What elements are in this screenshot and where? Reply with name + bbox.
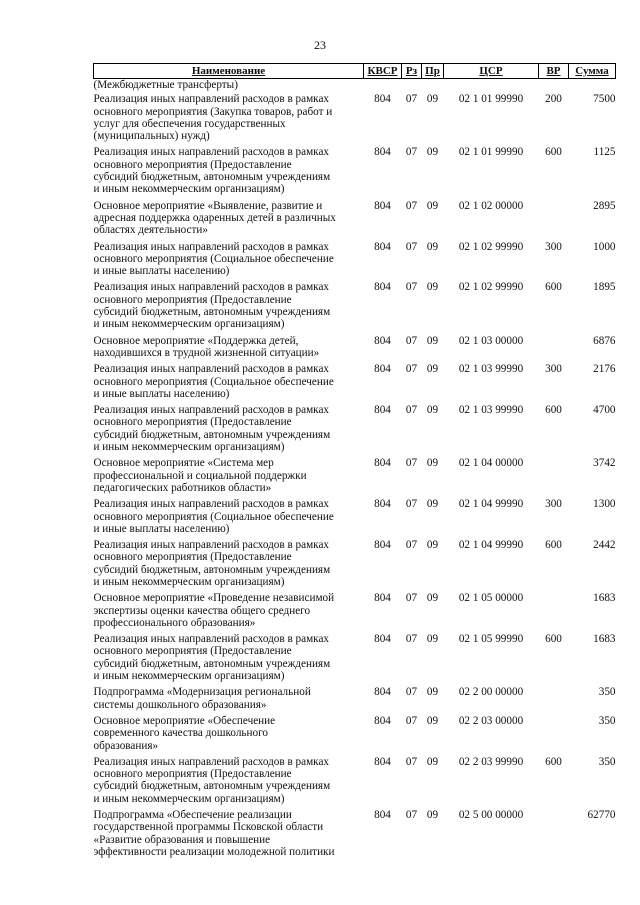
cell-kvsr: 804 [374,457,391,470]
table-row [94,631,616,684]
cell-csr: 02 2 03 00000 [458,714,524,727]
cell-rz: 07 [405,146,418,159]
header-name: Наименование [94,64,364,79]
cell-sum: 1895 [593,281,616,294]
budget-table [93,63,616,860]
table-row [94,144,616,197]
table-row [94,361,616,402]
carryover-row [94,79,616,92]
cell-vr: 600 [545,404,562,417]
cell-csr: 02 1 05 00000 [458,592,524,605]
cell-csr: 02 1 02 99990 [458,281,524,294]
table-row [94,402,616,455]
cell-kvsr: 804 [374,146,391,159]
cell-pr: 09 [426,592,439,605]
cell-vr: 600 [545,281,562,294]
cell-csr: 02 1 02 00000 [458,199,524,212]
cell-vr [539,333,569,362]
cell-sum: 1000 [593,240,616,253]
carryover-text: (Межбюджетные трансферты) [93,79,238,91]
cell-name: Реализация иных направлений расходов в рамках основного мероприятия (Социальное обеспечение и иные выплаты населению) [93,240,334,278]
cell-rz: 07 [405,686,418,699]
cell-name: Реализация иных направлений расходов в рамках основного мероприятия (Закупка товаров, работ и услуг для обеспечения государственных (муниципальных) нужд) [93,93,333,143]
cell-sum: 62770 [587,809,616,822]
table-row [94,496,616,537]
table-header-row [94,64,616,79]
cell-rz: 07 [405,592,418,605]
cell-rz: 07 [405,457,418,470]
table-row [94,807,616,860]
cell-kvsr: 804 [374,592,391,605]
cell-kvsr: 804 [374,240,391,253]
cell-pr: 09 [426,363,439,376]
cell-pr: 09 [426,93,439,106]
cell-name: Основное мероприятие «Поддержка детей, находившихся в трудной жизненной ситуации» [93,334,320,359]
cell-kvsr: 804 [374,199,391,212]
cell-pr: 09 [426,686,439,699]
cell-csr: 02 2 03 99990 [458,755,524,768]
cell-vr: 300 [545,363,562,376]
table-row [94,537,616,590]
cell-csr: 02 2 00 00000 [458,686,524,699]
cell-kvsr: 804 [374,714,391,727]
cell-sum: 2176 [593,363,616,376]
cell-pr: 09 [426,199,439,212]
cell-sum: 6876 [593,334,616,347]
cell-rz: 07 [405,539,418,552]
cell-name: Основное мероприятие «Проведение независимой экспертизы оценки качества общего среднего профессионального образования» [93,592,335,629]
cell-csr: 02 1 03 99990 [458,404,524,417]
cell-vr: 300 [545,498,562,511]
cell-name: Подпрограмма «Модернизация региональной системы дошкольного образования» [93,686,311,711]
cell-kvsr: 804 [374,498,391,511]
cell-rz: 07 [405,714,418,727]
cell-name: Реализация иных направлений расходов в рамках основного мероприятия (Предоставление субсидий бюджетным, автономным учреждениям и иным некоммерческим организациям) [93,404,331,454]
cell-name: Реализация иных направлений расходов в рамках основного мероприятия (Предоставление субсидий бюджетным, автономным учреждениям и иным некоммерческим организациям) [93,755,331,805]
cell-name: Реализация иных направлений расходов в рамках основного мероприятия (Предоставление субсидий бюджетным, автономным учреждениям и иным некоммерческим организациям) [93,633,331,683]
cell-pr: 09 [426,457,439,470]
cell-csr: 02 1 01 99990 [458,93,524,106]
cell-name: Реализация иных направлений расходов в рамках основного мероприятия (Социальное обеспечение и иные выплаты населению) [93,498,334,535]
cell-rz: 07 [405,633,418,646]
cell-vr: 600 [545,539,562,552]
cell-csr: 02 1 04 99990 [458,539,524,552]
cell-csr: 02 1 04 00000 [458,457,524,470]
cell-vr [539,590,569,631]
cell-kvsr: 804 [374,686,391,699]
cell-name: Реализация иных направлений расходов в рамках основного мероприятия (Социальное обеспечение и иные выплаты населению) [93,363,334,400]
cell-kvsr: 804 [374,363,391,376]
cell-vr [539,198,569,239]
cell-sum: 3742 [593,457,616,470]
cell-sum: 2442 [593,539,616,552]
cell-sum: 1125 [593,146,616,159]
cell-pr: 09 [426,281,439,294]
cell-vr [539,455,569,496]
cell-rz: 07 [405,809,418,822]
cell-rz: 07 [405,93,418,106]
cell-rz: 07 [405,240,418,253]
table-row [94,279,616,332]
cell-sum: 1300 [593,498,616,511]
cell-name: Реализация иных направлений расходов в рамках основного мероприятия (Предоставление субсидий бюджетным, автономным учреждениям и иным некоммерческим организациям) [93,281,331,331]
cell-vr: 200 [545,93,562,106]
cell-csr: 02 1 04 99990 [458,498,524,511]
table-row [94,684,616,713]
cell-rz: 07 [405,755,418,768]
cell-pr: 09 [426,404,439,417]
cell-csr: 02 1 03 99990 [458,363,524,376]
cell-rz: 07 [405,334,418,347]
header-csr: ЦСР [444,64,539,79]
cell-vr: 600 [545,755,562,768]
table-row [94,713,616,754]
header-vr: ВР [539,64,569,79]
cell-name: Подпрограмма «Обеспечение реализации государственной программы Псковской области «Развитие образования и повышение эффективности реализации молодежной политики [93,809,335,858]
header-sum: Сумма [569,64,616,79]
cell-pr: 09 [426,334,439,347]
table-row [94,333,616,362]
cell-sum: 4700 [593,404,616,417]
cell-pr: 09 [426,633,439,646]
cell-csr: 02 1 05 99990 [458,633,524,646]
cell-pr: 09 [426,498,439,511]
cell-sum: 350 [598,714,616,727]
header-pr: Пр [422,64,444,79]
cell-vr [539,713,569,754]
cell-pr: 09 [426,146,439,159]
cell-kvsr: 804 [374,404,391,417]
cell-pr: 09 [426,240,439,253]
cell-name: Реализация иных направлений расходов в рамках основного мероприятия (Предоставление субсидий бюджетным, автономным учреждениям и иным некоммерческим организациям) [93,146,331,196]
table-row [94,91,616,144]
table-row [94,239,616,280]
cell-rz: 07 [405,498,418,511]
cell-rz: 07 [405,281,418,294]
cell-name: Реализация иных направлений расходов в рамках основного мероприятия (Предоставление субсидий бюджетным, автономным учреждениям и иным некоммерческим организациям) [93,539,331,588]
cell-vr [539,807,569,860]
cell-sum: 2895 [593,199,616,212]
header-rz: Рз [402,64,422,79]
cell-vr: 300 [545,240,562,253]
cell-kvsr: 804 [374,539,391,552]
cell-kvsr: 804 [374,334,391,347]
cell-pr: 09 [426,755,439,768]
cell-csr: 02 1 02 99990 [458,240,524,253]
cell-vr [539,684,569,713]
cell-csr: 02 1 01 99990 [458,146,524,159]
table-row [94,754,616,807]
cell-rz: 07 [405,199,418,212]
cell-kvsr: 804 [374,281,391,294]
header-kvsr: КВСР [364,64,402,79]
page-number: 23 [314,38,326,52]
cell-pr: 09 [426,809,439,822]
cell-rz: 07 [405,404,418,417]
table-row [94,198,616,239]
cell-sum: 350 [598,686,616,699]
cell-sum: 350 [598,755,616,768]
cell-sum: 7500 [593,93,616,106]
cell-csr: 02 1 03 00000 [458,334,524,347]
cell-name: Основное мероприятие «Выявление, развитие и адресная поддержка одаренных детей в различных областях деятельности» [93,199,336,237]
cell-kvsr: 804 [374,93,391,106]
cell-csr: 02 5 00 00000 [458,809,524,822]
cell-name: Основное мероприятие «Система мер профессиональной и социальной поддержки педагогических работников области» [93,457,307,494]
cell-pr: 09 [426,714,439,727]
cell-name: Основное мероприятие «Обеспечение современного качества дошкольного образования» [93,714,276,752]
cell-kvsr: 804 [374,633,391,646]
cell-sum: 1683 [593,633,616,646]
cell-sum: 1683 [593,592,616,605]
cell-kvsr: 804 [374,809,391,822]
cell-rz: 07 [405,363,418,376]
cell-vr: 600 [545,633,562,646]
table-row [94,590,616,631]
cell-pr: 09 [426,539,439,552]
cell-vr: 600 [545,146,562,159]
table-row [94,455,616,496]
cell-kvsr: 804 [374,755,391,768]
